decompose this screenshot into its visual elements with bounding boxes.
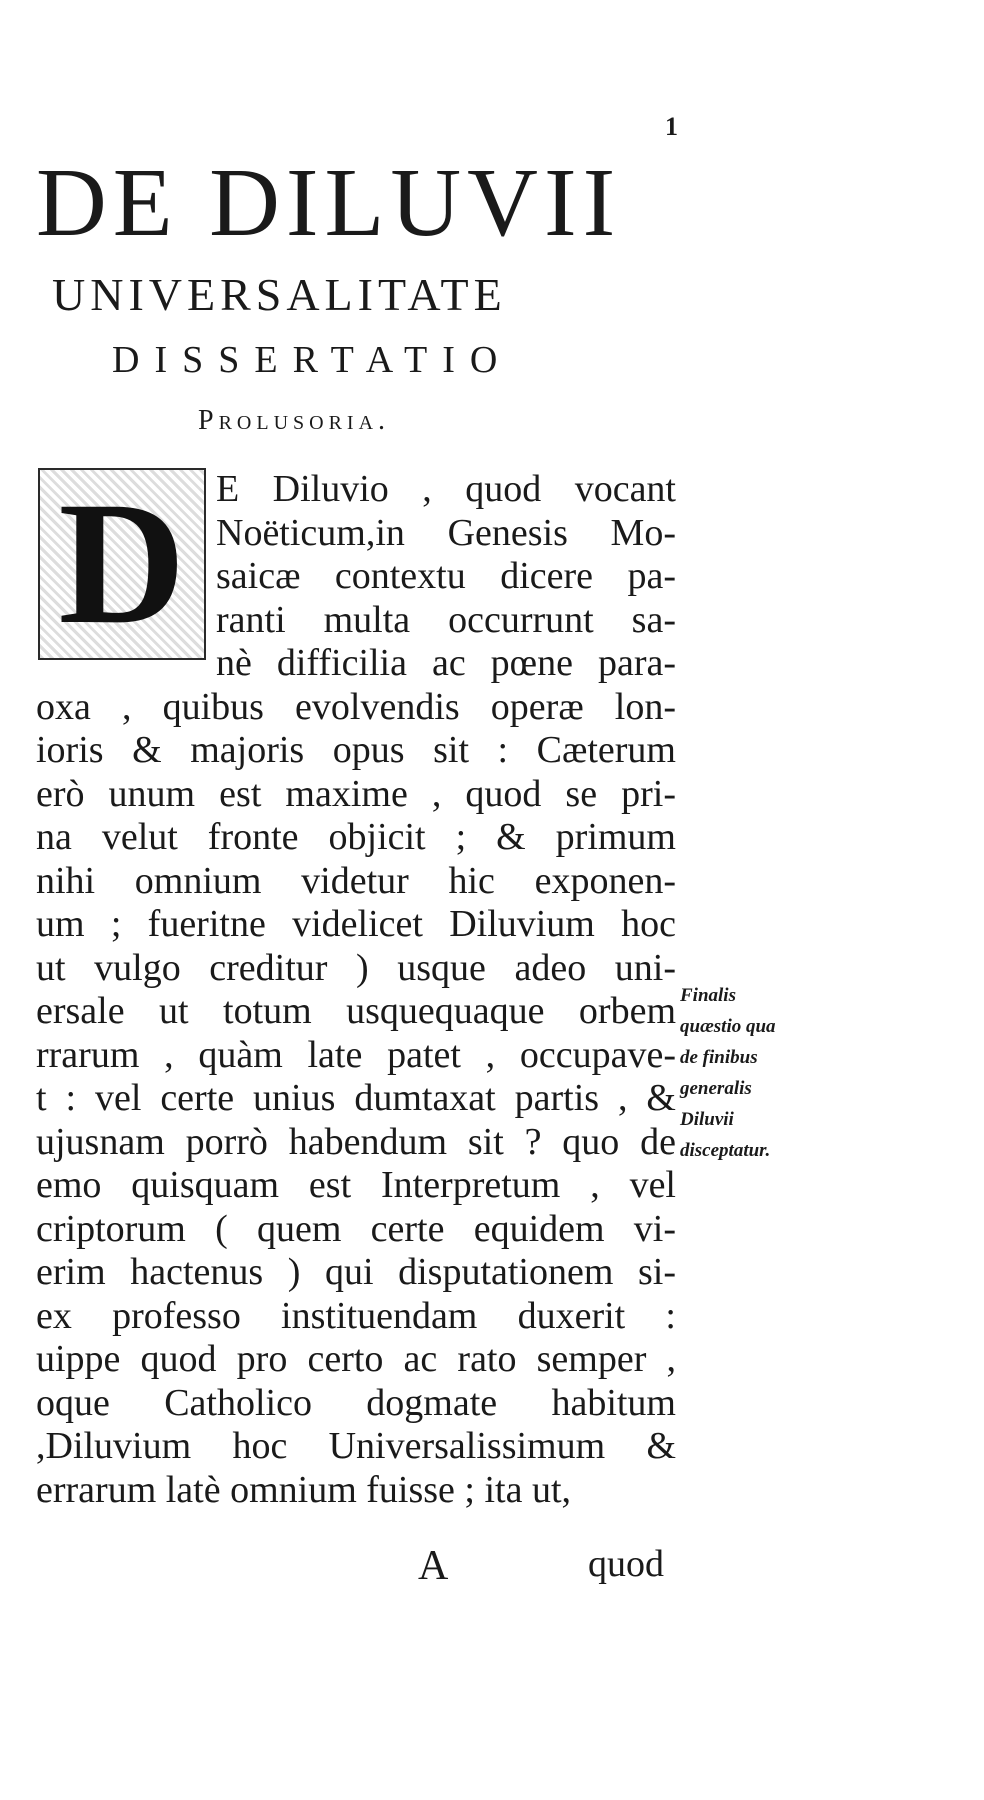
title-line-3: DISSERTATIO <box>112 339 513 381</box>
text-line: ersale ut totum usquequaque orbem <box>36 990 676 1032</box>
text-line: nihi omnium videtur hic exponen- <box>36 859 676 902</box>
marginal-note-line: Finalis <box>680 985 736 1006</box>
text-line: emo quisquam est Interpretum , vel <box>36 1164 676 1206</box>
marginal-note-line: de finibus <box>680 1047 758 1068</box>
marginal-note-line: generalis <box>680 1078 752 1099</box>
text-line: oxa , quibus evolvendis operæ lon- <box>36 685 676 728</box>
text-line: ranti multa occurrunt sa- <box>216 598 676 641</box>
text-line: Noëticum,in Genesis Mo- <box>216 511 676 554</box>
catchword: quod <box>588 1543 664 1585</box>
text-line: ex professo instituendam duxerit : <box>36 1294 676 1337</box>
title-line-4: Prolusoria. <box>198 405 391 436</box>
text-line: ujusnam porrò habendum sit ? quo de <box>36 1120 676 1163</box>
text-line: oque Catholico dogmate habitum <box>36 1381 676 1424</box>
text-line: ut vulgo creditur ) usque adeo uni- <box>36 946 676 989</box>
text-line: E Diluvio , quod vocant <box>216 468 676 510</box>
text-line: um ; fueritne videlicet Diluvium hoc <box>36 903 676 945</box>
text-line: saicæ contextu dicere pa- <box>216 555 676 597</box>
marginal-note-line: quæstio qua <box>680 1016 776 1037</box>
text-line: nè difficilia ac pœne para- <box>216 642 676 684</box>
text-line: errarum latè omnium fuisse ; ita ut, <box>36 1468 572 1511</box>
text-line: ioris & majoris opus sit : Cæterum <box>36 729 676 771</box>
text-line: criptorum ( quem certe equidem vi- <box>36 1207 676 1250</box>
text-line: uippe quod pro certo ac rato semper , <box>36 1338 676 1380</box>
marginal-note-line: Diluvii <box>680 1109 734 1130</box>
marginal-note-line: disceptatur. <box>680 1140 771 1161</box>
marginal-note <box>680 980 840 1166</box>
text-line: t : vel certe unius dumtaxat partis , & <box>36 1077 676 1119</box>
text-line: erim hactenus ) qui disputationem si- <box>36 1251 676 1293</box>
body-text <box>36 468 676 1512</box>
page-number: 1 <box>665 112 678 141</box>
signature-mark: A <box>418 1543 449 1589</box>
title-line-2: UNIVERSALITATE <box>52 269 507 320</box>
text-line: na velut fronte objicit ; & primum <box>36 816 676 858</box>
text-line: erò unum est maxime , quod se pri- <box>36 772 676 815</box>
ornamental-initial-letter: D <box>58 466 186 661</box>
text-line: ,Diluvium hoc Universalissimum & <box>36 1425 676 1467</box>
text-line: rrarum , quàm late patet , occupave- <box>36 1033 676 1076</box>
title-line-1: DE DILUVII <box>36 149 622 257</box>
